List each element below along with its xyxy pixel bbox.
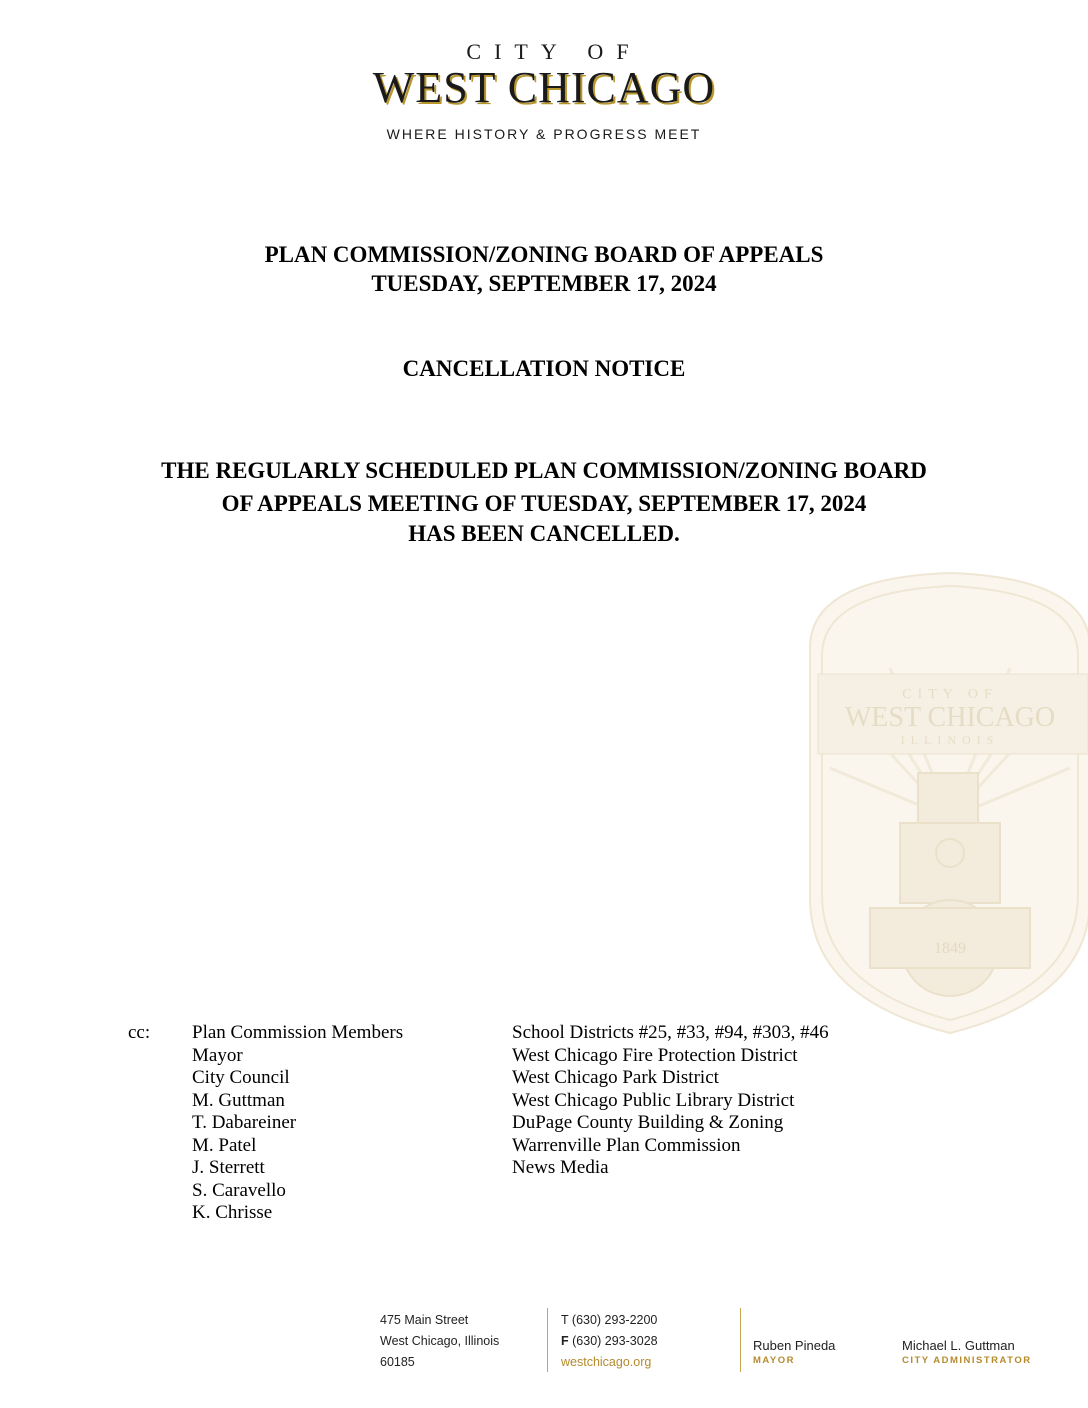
cancellation-body xyxy=(0,454,1088,547)
footer-address xyxy=(380,1310,499,1373)
cc-label: cc: xyxy=(128,1022,151,1043)
cc-recipient: West Chicago Fire Protection District xyxy=(512,1044,798,1066)
footer-fax xyxy=(561,1331,658,1352)
cc-recipient: K. Chrisse xyxy=(192,1202,273,1223)
logo-tagline: WHERE HISTORY & PROGRESS MEET xyxy=(386,126,702,142)
phone-number: (630) 293-2200 xyxy=(571,1313,658,1327)
cc-recipient: School Districts #25, #33, #94, #303, #46 xyxy=(512,1022,829,1043)
footer-phone xyxy=(561,1310,658,1331)
address-city: West Chicago, Illinois xyxy=(380,1334,500,1348)
cc-recipient: Mayor xyxy=(192,1044,243,1066)
footer-website-link[interactable]: westchicago.org xyxy=(561,1355,652,1369)
seal-west-chicago: WEST CHICAGO xyxy=(844,702,1056,733)
seal-year: 1849 xyxy=(934,940,966,957)
footer-contact xyxy=(561,1310,658,1373)
address-street: 475 Main Street xyxy=(380,1313,469,1327)
cc-recipient: Plan Commission Members xyxy=(192,1022,404,1043)
cc-recipient: West Chicago Public Library District xyxy=(512,1089,795,1111)
cc-recipient: M. Guttman xyxy=(192,1089,285,1111)
cc-recipient: T. Dabareiner xyxy=(192,1112,297,1133)
cc-column-1 xyxy=(192,1022,403,1225)
cancellation-title: CANCELLATION NOTICE xyxy=(402,356,686,381)
administrator-title: CITY ADMINISTRATOR xyxy=(902,1355,1032,1366)
cc-recipient: S. Caravello xyxy=(192,1179,286,1201)
cc-column-2 xyxy=(512,1022,829,1180)
logo-city-of: CITY OF xyxy=(466,39,642,64)
cc-recipient: West Chicago Park District xyxy=(512,1067,719,1088)
footer-mayor xyxy=(753,1338,835,1368)
body-line2: OF APPEALS MEETING OF TUESDAY, SEPTEMBER 17, 2024 xyxy=(221,491,867,516)
cc-recipient: Warrenville Plan Commission xyxy=(512,1134,741,1156)
seal-illinois: ILLINOIS xyxy=(900,733,1000,747)
seal-city-of: CITY OF xyxy=(902,687,998,702)
city-seal-watermark xyxy=(800,568,1088,1038)
phone-prefix: T xyxy=(561,1313,569,1327)
footer-divider xyxy=(740,1308,741,1372)
logo-west-chicago: WEST CHICAGO xyxy=(372,63,716,112)
cc-recipient: News Media xyxy=(512,1157,609,1178)
body-line3: HAS BEEN CANCELLED. xyxy=(408,521,680,546)
body-line1: THE REGULARLY SCHEDULED PLAN COMMISSION/ZONING BOARD xyxy=(161,458,927,483)
footer-divider xyxy=(547,1308,548,1372)
fax-prefix: F xyxy=(561,1334,569,1348)
cc-recipient: M. Patel xyxy=(192,1134,257,1156)
cc-recipient: J. Sterrett xyxy=(192,1157,265,1178)
meeting-date: TUESDAY, SEPTEMBER 17, 2024 xyxy=(371,271,717,296)
meeting-title-line1: PLAN COMMISSION/ZONING BOARD OF APPEALS xyxy=(264,242,824,267)
administrator-name: Michael L. Guttman xyxy=(902,1338,1015,1353)
cc-recipient: DuPage County Building & Zoning xyxy=(512,1112,784,1133)
fax-number: (630) 293-3028 xyxy=(572,1334,658,1348)
mayor-title: MAYOR xyxy=(753,1355,795,1366)
address-zip: 60185 xyxy=(380,1355,415,1369)
footer-administrator xyxy=(902,1338,1032,1368)
city-logo xyxy=(0,38,1088,142)
cc-recipient: City Council xyxy=(192,1067,290,1088)
mayor-name: Ruben Pineda xyxy=(753,1338,836,1353)
meeting-title xyxy=(0,240,1088,298)
